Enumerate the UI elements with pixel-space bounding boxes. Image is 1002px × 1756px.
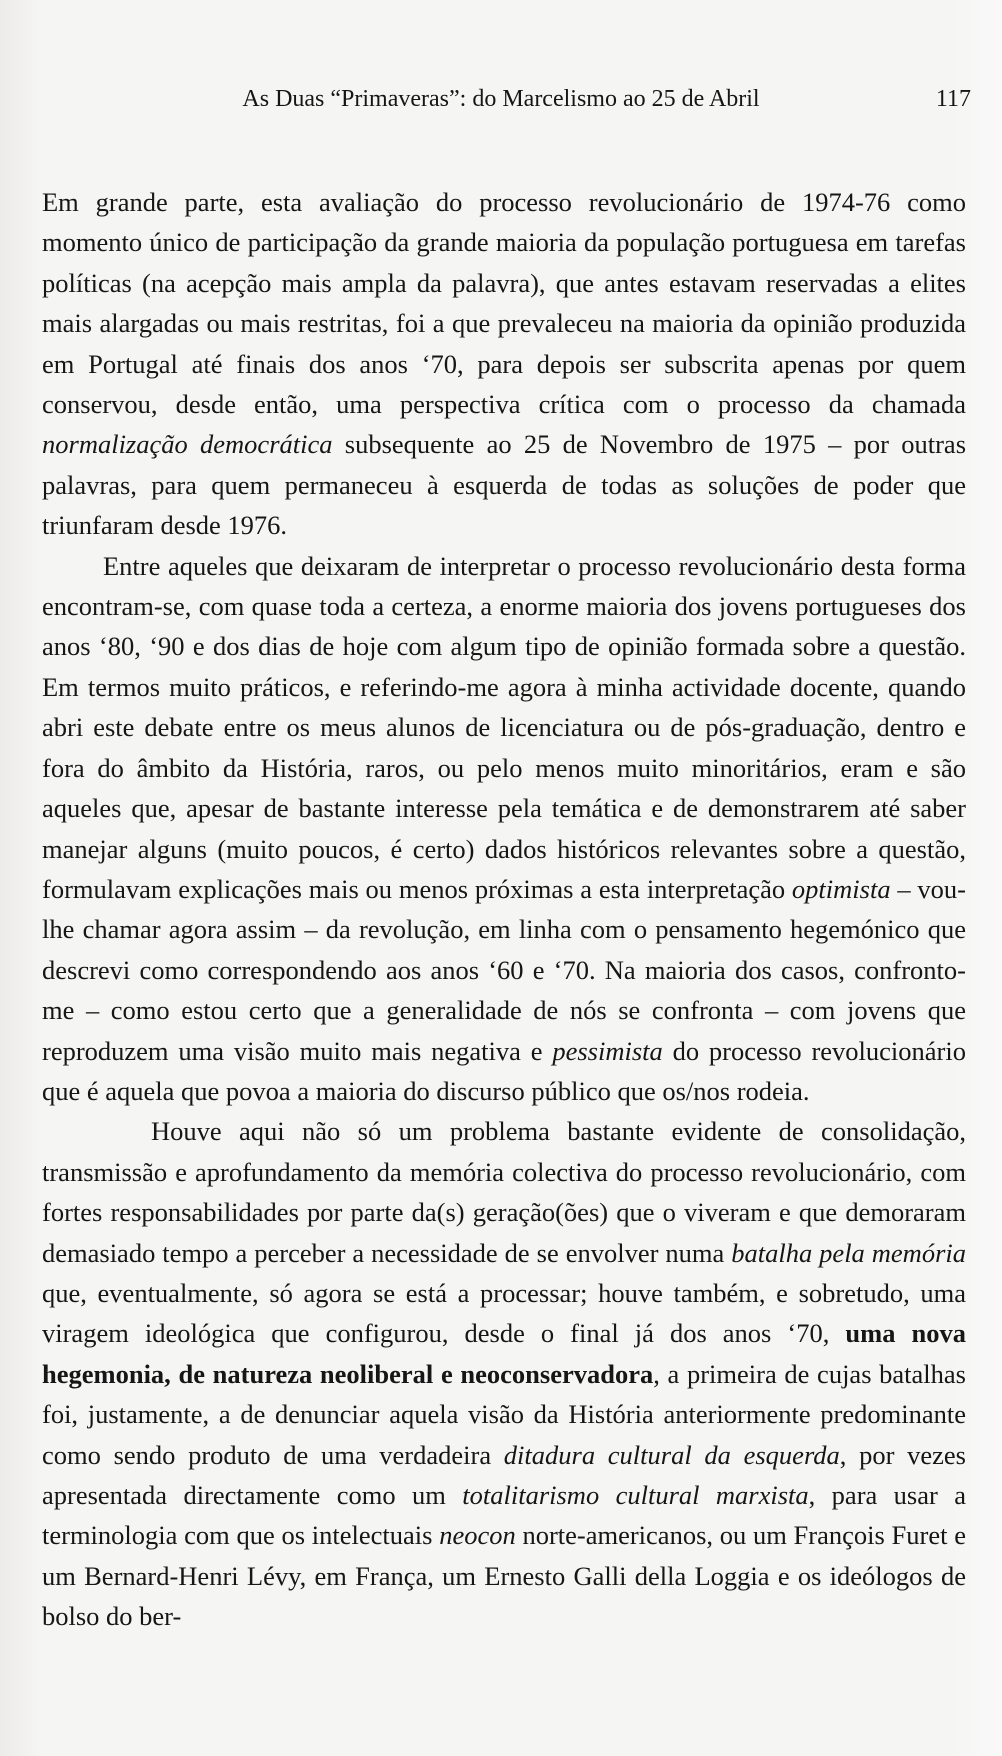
- paragraph-3-text-end: norte-americanos, ou um François Furet e um Bernard-Henri Lévy, em França, um Ernesto Galli della Loggia e os ideólogos de bolso do ber-: [42, 1520, 966, 1632]
- page-number: 117: [935, 86, 971, 112]
- paragraph-3-text: Houve aqui não só um problema bastante evidente de consolidação, transmissão e aprofundamento da memória colectiva do processo revolucionário, com fortes responsabilidades por parte da(s) geração(ões) que o viveram e que demoraram demasiado tempo a perceber a necessidade de se envolver numa: [42, 1116, 966, 1268]
- paragraph-3-text-5: , para usar a terminologia com que os intelectuais: [42, 1480, 966, 1551]
- paragraph-1: [42, 182, 966, 546]
- emphasis-batalha-pela-memoria: batalha pela memória: [731, 1237, 966, 1268]
- emphasis-ditadura-cultural: ditadura cultural da esquerda: [503, 1439, 840, 1470]
- paragraph-3: [42, 1111, 966, 1636]
- paragraph-1-text-end: subsequente ao 25 de Novembro de 1975 – por outras palavras, para quem permaneceu à esquerda de todas as soluções de poder que triunfaram desde 1976.: [42, 429, 967, 541]
- emphasis-totalitarismo-cultural: totalitarismo cultural marxista: [462, 1480, 809, 1510]
- emphasis-normalizacao-democratica: normalização democrática: [42, 429, 333, 460]
- running-title: As Duas “Primaveras”: do Marcelismo ao 25 de Abril: [242, 86, 760, 112]
- paragraph-2-text: Entre aqueles que deixaram de interpretar o processo revolucionário desta forma encontram-se, com quase toda a certeza, a enorme maioria dos jovens portugueses dos anos ‘80, ‘90 e dos dias de hoje com algum tipo de opinião formada sobre a questão. Em termos muito práticos, e referindo-me agora à minha actividade docente, quando abri este debate entre os meus alunos de licenciatura ou de pós-graduação, dentro e fora do âmbito da História, raros, ou pelo menos muito minoritários, eram e são aqueles que, apesar de bastante interesse pela temática e de demonstrarem até saber manejar alguns (muito poucos, é certo) dados históricos relevantes sobre a questão, formulavam explicações mais ou menos próximas a esta interpretação: [42, 550, 966, 904]
- running-header: [0, 86, 1002, 116]
- paragraph-2: [42, 546, 966, 1112]
- emphasis-optimista: optimista: [791, 873, 891, 904]
- paragraph-3-text-4: , por vezes apresentada directamente como um: [42, 1439, 966, 1510]
- paragraph-2-text-mid: – vou-lhe chamar agora assim – da revolução, em linha com o pensamento hegemónico que descrevi como correspondendo aos anos ‘60 e ‘70. Na maioria dos casos, confronto-me – como estou certo que a generalidade de nós se confronta – com jovens que reproduzem uma visão muito mais negativa e: [42, 873, 966, 1066]
- paragraph-1-text: Em grande parte, esta avaliação do processo revolucionário de 1974-76 como momento único de participação da grande maioria da população portuguesa em tarefas políticas (na acepção mais ampla da palavra), que antes estavam reservadas a elites mais alargadas ou mais restritas, foi a que prevaleceu na maioria da opinião produzida em Portugal até finais dos anos ‘70, para depois ser subscrita apenas por quem conservou, desde então, uma perspectiva crítica com o processo da chamada: [42, 187, 966, 420]
- bold-nova-hegemonia: uma nova hegemonia, de natureza neoliberal e neoconservadora: [42, 1318, 966, 1389]
- body-text: [42, 182, 966, 1637]
- paragraph-3-text-2: que, eventualmente, só agora se está a processar; houve também, e sobretudo, uma viragem ideológica que configurou, desde o final já dos anos ‘70,: [42, 1277, 966, 1349]
- emphasis-neocon: neocon: [439, 1520, 516, 1551]
- paragraph-3-text-3: , a primeira de cujas batalhas foi, justamente, a de denunciar aquela visão da História anteriormente predominante como sendo produto de uma verdadeira: [42, 1358, 966, 1470]
- paragraph-2-text-end: do processo revolucionário que é aquela que povoa a maioria do discurso público que os/nos rodeia.: [42, 1035, 966, 1106]
- emphasis-pessimista: pessimista: [552, 1035, 663, 1066]
